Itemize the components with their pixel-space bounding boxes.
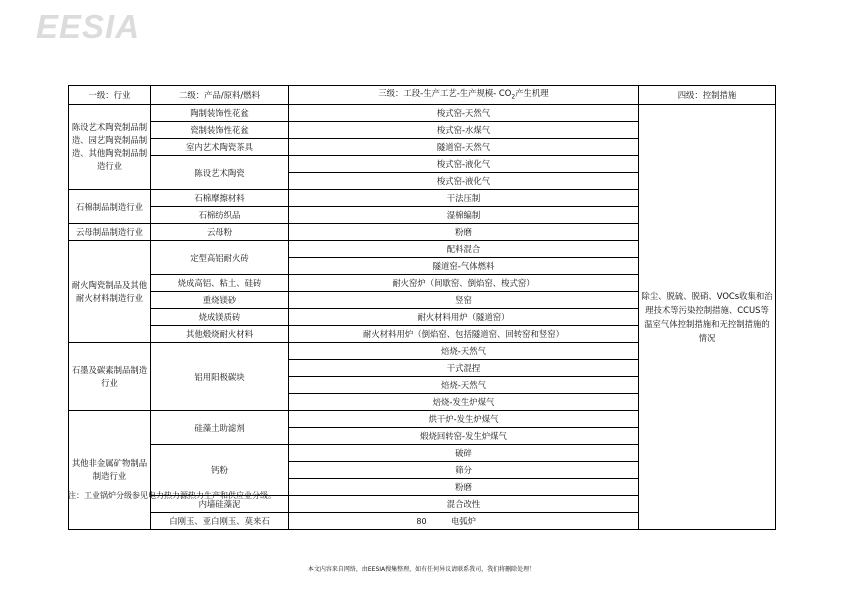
process-cell: 粉磨 — [289, 479, 639, 496]
process-cell: 焙烧-天然气 — [289, 377, 639, 394]
process-cell: 干式混捏 — [289, 360, 639, 377]
process-cell: 湿棉编制 — [289, 207, 639, 224]
process-cell: 筛分 — [289, 462, 639, 479]
process-cell: 配料混合 — [289, 241, 639, 258]
header-level4: 四级：控制措施 — [639, 86, 776, 105]
product-cell: 石棉纺织品 — [151, 207, 289, 224]
process-cell: 耐火材料用炉（隧道窑） — [289, 309, 639, 326]
industry-other-mineral: 其他非金属矿物制品制造行业 — [69, 411, 151, 530]
process-cell: 粉磨 — [289, 224, 639, 241]
process-cell: 梭式窑-天然气 — [289, 105, 639, 122]
header-row — [69, 86, 776, 105]
product-cell: 石棉摩擦材料 — [151, 190, 289, 207]
product-cell: 其他煅烧耐火材料 — [151, 326, 289, 343]
header-level1: 一级：行业 — [69, 86, 151, 105]
process-cell: 焙烧-发生炉煤气 — [289, 394, 639, 411]
process-cell: 干法压制 — [289, 190, 639, 207]
control-measures: 除尘、脱硫、脱硝、VOCs收集和治理技术等污染控制措施、CCUS等温室气体控制措施和无控制措施的情况 — [639, 105, 776, 530]
process-cell: 梭式窑-液化气 — [289, 156, 639, 173]
process-cell: 耐火窑炉（间歇窑、倒焰窑、梭式窑） — [289, 275, 639, 292]
header-level3: 三级：工段-生产工艺-生产规模- $CO_2$产生机理 — [289, 86, 639, 105]
process-cell: 煅烧回转窑-发生炉煤气 — [289, 428, 639, 445]
process-cell: 梭式窑-液化气 — [289, 173, 639, 190]
product-cell: 定型高铝耐火砖 — [151, 241, 289, 275]
product-cell: 重烧镁砂 — [151, 292, 289, 309]
table-note: 注：工业锅炉分级参见电力热力源热力生产和供应业分级。 — [68, 491, 276, 500]
process-cell: 隧道窑-天然气 — [289, 139, 639, 156]
logo: EESIA — [36, 8, 141, 45]
process-cell: 梭式窑-水煤气 — [289, 122, 639, 139]
header-level2: 二级：产品/原料/燃料 — [151, 86, 289, 105]
product-cell: 室内艺术陶瓷茶具 — [151, 139, 289, 156]
product-cell: 钙粉 — [151, 445, 289, 496]
product-cell: 铝用阳极碳块 — [151, 343, 289, 411]
product-cell: 内墙硅藻泥 — [151, 496, 289, 513]
process-cell: 焙烧-天然气 — [289, 343, 639, 360]
product-cell: 云母粉 — [151, 224, 289, 241]
industry-asbestos: 石棉制品制造行业 — [69, 190, 151, 224]
industry-mica: 云母制品制造行业 — [69, 224, 151, 241]
page-number: 80 — [416, 517, 427, 526]
product-cell: 白刚玉、亚白刚玉、莫来石 — [151, 513, 289, 530]
product-cell: 烧成镁质砖 — [151, 309, 289, 326]
process-cell: 破碎 — [289, 445, 639, 462]
process-cell: 隧道窑-气体燃料 — [289, 258, 639, 275]
classification-table — [68, 85, 776, 530]
industry-refractory: 耐火陶瓷制品及其他耐火材料制造行业 — [69, 241, 151, 343]
product-cell: 烧成高铝、粘土、硅砖 — [151, 275, 289, 292]
process-cell: 竖窑 — [289, 292, 639, 309]
product-cell: 硅藻土助滤剂 — [151, 411, 289, 445]
industry-graphite: 石墨及碳素制品制造行业 — [69, 343, 151, 411]
process-cell: 电弧炉 — [289, 513, 639, 530]
product-cell: 陈设艺术陶瓷 — [151, 156, 289, 190]
footer-disclaimer: 本文内容来自网络，由EESIA搜集整理，如有任何异议请联系我司，我们将删除处理！ — [307, 566, 536, 573]
industry-ceramic: 陈设艺术陶瓷制品制造、园艺陶瓷制品制造、其他陶瓷制品制造行业 — [69, 105, 151, 190]
product-cell: 陶制装饰性花盆 — [151, 105, 289, 122]
product-cell: 瓷制装饰性花盆 — [151, 122, 289, 139]
process-cell: 耐火材料用炉（倒焰窑、包括隧道窑、回转窑和竖窑） — [289, 326, 639, 343]
process-cell: 混合改性 — [289, 496, 639, 513]
process-cell: 烘干炉-发生炉煤气 — [289, 411, 639, 428]
